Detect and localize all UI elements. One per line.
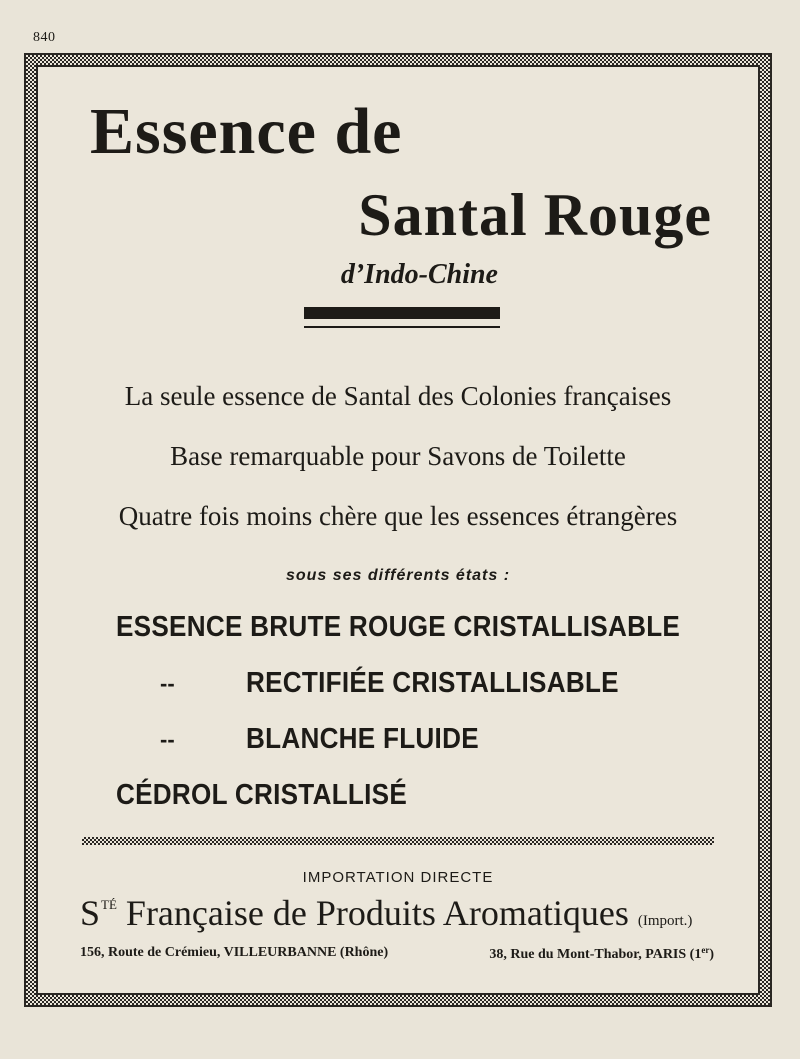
product-blanche-fluide: BLANCHE FLUIDE [246,723,479,755]
body-line-3: Quatre fois moins chère que les essences étrangères [118,501,678,531]
product-brute-rouge: ESSENCE BRUTE ROUGE CRISTALLISABLE [116,611,681,643]
product-cedrol: CÉDROL CRISTALLISÉ [116,779,408,811]
body-line-2: Base remarquable pour Savons de Toilette [170,441,626,471]
headline-line-1: Essence de [90,95,403,168]
headline-subtitle: d’Indo-Chine [340,259,498,290]
checkered-divider [82,837,714,845]
address-paris [489,945,714,963]
company-prefix-sup: TÉ [101,897,117,912]
product-rectifiee: RECTIFIÉE CRISTALLISABLE [246,667,619,699]
advertisement-frame [26,55,770,1005]
headline-line-2: Santal Rouge [358,182,712,248]
address-villeurbanne: 156, Route de Crémieu, VILLEURBANNE (Rhône) [80,945,389,960]
address-paris-close: ) [709,947,714,962]
decorative-thin-bar [304,326,500,328]
company-prefix: S [80,893,101,933]
product-dash-2: -- [160,727,175,752]
page-number: 840 [33,30,56,45]
company-name [80,895,692,931]
company-name-text: Française de Produits Aromatiques [116,893,638,933]
states-intro: sous ses différents états : [285,567,511,584]
company-suffix: (Import.) [637,913,693,929]
importation-label: IMPORTATION DIRECTE [302,869,494,886]
decorative-thick-bar [304,307,500,319]
address-paris-sup: er [701,945,710,955]
product-dash-1: -- [160,671,175,696]
body-line-1: La seule essence de Santal des Colonies françaises [124,381,672,411]
advertisement-content [36,65,760,995]
address-paris-main: 38, Rue du Mont-Thabor, PARIS (1 [489,947,702,962]
